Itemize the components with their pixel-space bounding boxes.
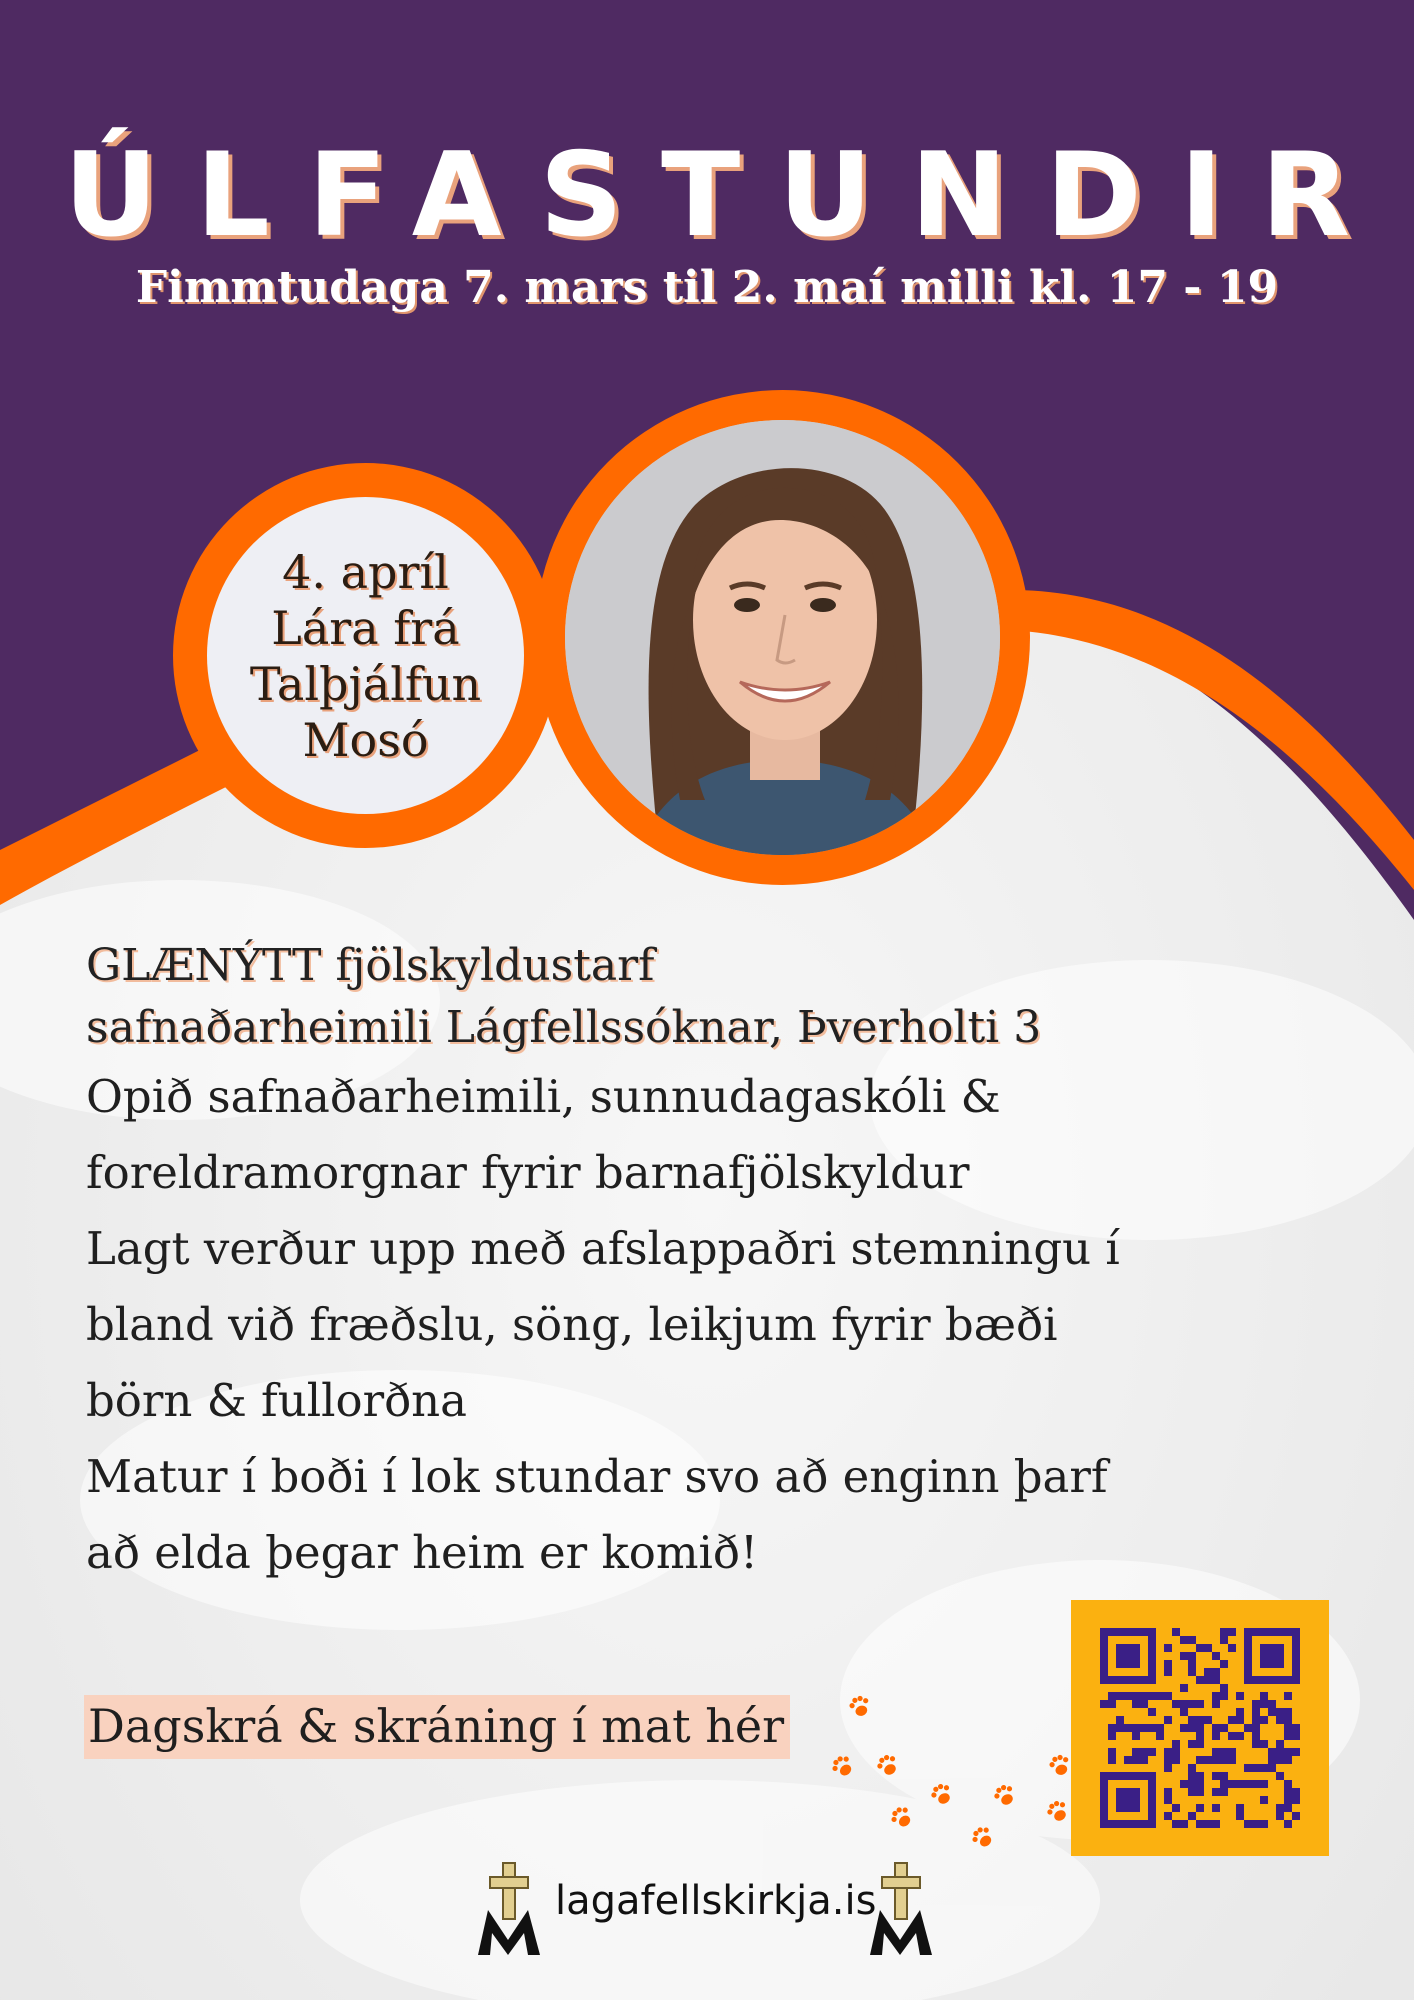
website-link[interactable]: lagafellskirkja.is <box>555 1878 877 1924</box>
headline-line-1: GLÆNÝTT fjölskyldustarf <box>86 940 655 991</box>
registration-link[interactable]: Dagskrá & skráning í mat hér <box>84 1695 790 1759</box>
date-badge <box>207 497 524 814</box>
paragraph-line: bland við fræðslu, söng, leikjum fyrir bæði <box>86 1298 1058 1351</box>
paragraph-line: Lagt verður upp með afslappaðri stemningu í <box>86 1222 1120 1275</box>
speaker-org: Talþjálfun <box>249 656 482 711</box>
paragraph-line: Matur í boði í lok stundar svo að enginn þarf <box>86 1450 1108 1503</box>
speaker-line: Lára frá <box>271 600 460 655</box>
event-date: 4. apríl <box>282 544 449 599</box>
speaker-place: Mosó <box>302 712 429 767</box>
paragraph-line: börn & fullorðna <box>86 1374 467 1427</box>
church-logo-icon <box>870 1863 932 1955</box>
church-logo-icon <box>478 1863 540 1955</box>
paragraph-line: Opið safnaðarheimili, sunnudagaskóli & <box>86 1070 1001 1123</box>
page-title: ÚLFASTUNDIR <box>63 128 1389 263</box>
qr-code-icon[interactable] <box>1071 1600 1329 1856</box>
qr-code-image <box>1071 1600 1329 1856</box>
speaker-photo <box>565 420 1000 855</box>
paragraph-line: foreldramorgnar fyrir barnafjölskyldur <box>86 1146 970 1199</box>
paragraph-line: að elda þegar heim er komið! <box>86 1526 759 1579</box>
event-schedule: Fimmtudaga 7. mars til 2. maí milli kl. 17 - 19 <box>135 262 1279 313</box>
headline-line-2: safnaðarheimili Lágfellssóknar, Þverholti 3 <box>86 1002 1042 1053</box>
description <box>86 935 1316 1591</box>
portrait-image <box>565 420 1000 855</box>
